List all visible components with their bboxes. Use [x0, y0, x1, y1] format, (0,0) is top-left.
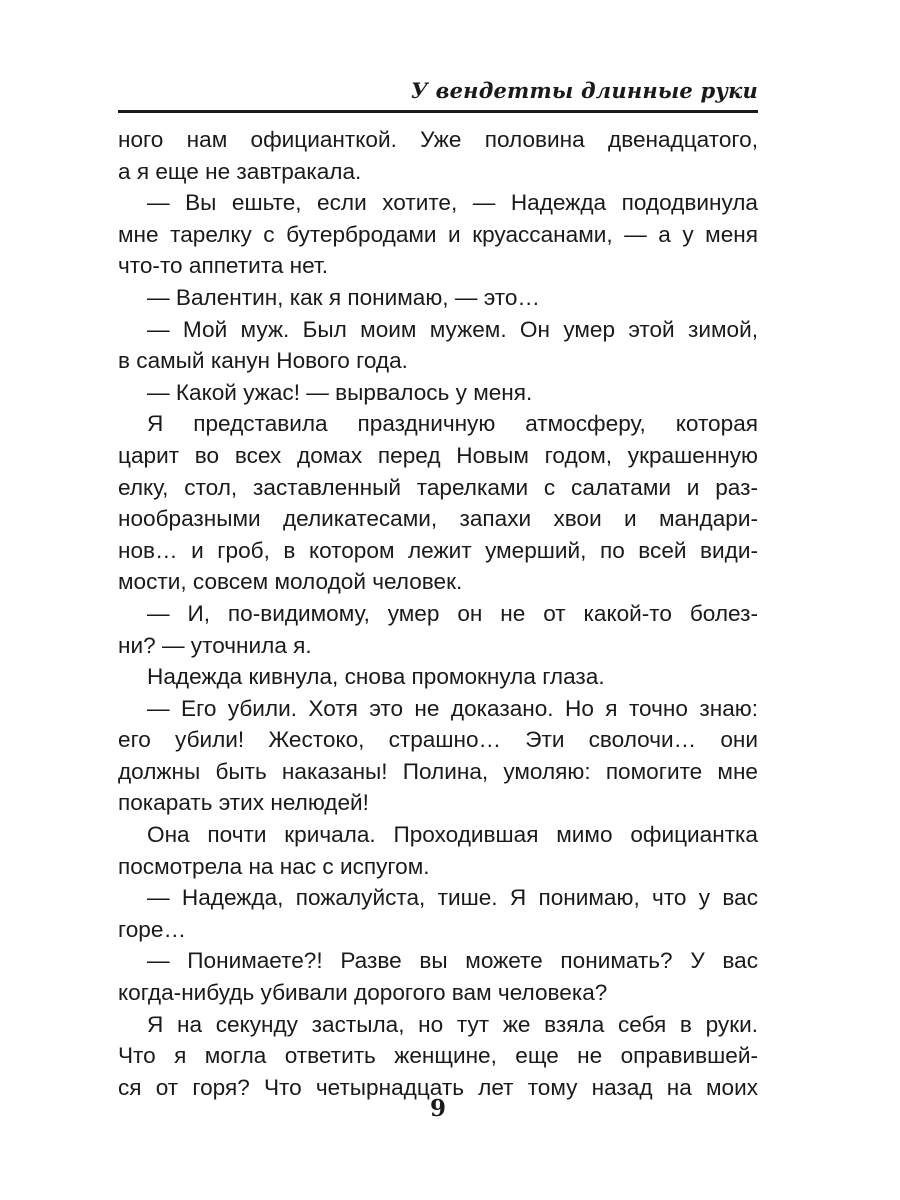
text-line: — Вы ешьте, если хотите, — Надежда пододвинула: [147, 190, 758, 216]
header-rule: [118, 110, 758, 113]
text-line: царит во всех домах перед Новым годом, украшенную: [118, 442, 758, 468]
text-line: посмотрела на нас с испугом.: [118, 853, 430, 879]
text-line: Я представила праздничную атмосферу, которая: [147, 411, 758, 437]
text-line: — Валентин, как я понимаю, — это…: [147, 284, 541, 310]
text-line: Что я могла ответить женщине, еще не оправившей-: [118, 1043, 758, 1069]
text-line: должны быть наказаны! Полина, умоляю: помогите мне: [118, 758, 758, 784]
text-line: ся от горя? Что четырнадцать лет тому назад на моих: [118, 1074, 758, 1100]
book-page: [118, 0, 758, 1200]
text-line: когда-нибудь убивали дорогого вам человека?: [118, 980, 608, 1006]
text-line: его убили! Жестоко, страшно… Эти сволочи… они: [118, 727, 758, 753]
text-line: Она почти кричала. Проходившая мимо официантка: [147, 822, 758, 848]
text-line: — И, по-видимому, умер он не от какой-то болез-: [147, 600, 758, 626]
text-line: мне тарелку с бутербродами и круассанами, — а у меня: [118, 221, 758, 247]
text-line: Надежда кивнула, снова промокнула глаза.: [147, 664, 605, 690]
body-text: [118, 124, 758, 1103]
page-number: 9: [429, 1095, 446, 1122]
text-line: елку, стол, заставленный тарелками с салатами и раз-: [118, 474, 758, 500]
text-line: — Какой ужас! — вырвалось у меня.: [147, 379, 533, 405]
text-line: — Надежда, пожалуйста, тише. Я понимаю, что у вас: [147, 885, 758, 911]
text-line: — Его убили. Хотя это не доказано. Но я точно знаю:: [147, 695, 758, 721]
text-line: ного нам официанткой. Уже половина двенадцатого,: [118, 127, 758, 152]
running-head: У вендетты длинные руки: [410, 78, 758, 103]
text-line: — Мой муж. Был моим мужем. Он умер этой зимой,: [147, 316, 758, 342]
text-line: — Понимаете?! Разве вы можете понимать? У вас: [147, 948, 758, 974]
text-line: горе…: [118, 916, 187, 942]
text-line: что-то аппетита нет.: [118, 253, 329, 279]
text-line: нов… и гроб, в котором лежит умерший, по всей види-: [118, 537, 758, 563]
text-line: нообразными деликатесами, запахи хвои и мандари-: [118, 506, 758, 532]
text-line: мости, совсем молодой человек.: [118, 569, 463, 595]
text-line: а я еще не завтракала.: [118, 158, 362, 184]
text-line: в самый канун Нового года.: [118, 348, 408, 374]
text-line: Я на секунду застыла, но тут же взяла себя в руки.: [147, 1011, 758, 1037]
text-line: ни? — уточнила я.: [118, 632, 312, 658]
text-line: покарать этих нелюдей!: [118, 790, 369, 816]
